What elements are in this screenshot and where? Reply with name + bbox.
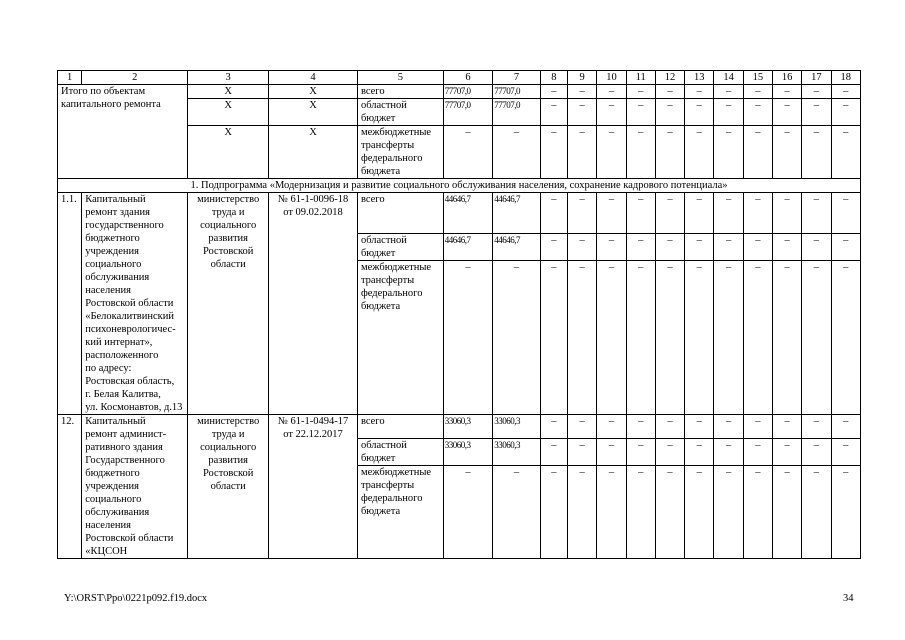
dash-cell: – <box>626 439 655 466</box>
value-col7: 33060,3 <box>493 415 540 439</box>
value-col6: – <box>443 466 492 559</box>
dash-cell: – <box>685 193 714 234</box>
dash-cell: – <box>772 415 801 439</box>
budget-table <box>57 70 861 559</box>
header-cell: 15 <box>743 71 772 85</box>
col4-cell: Х <box>269 99 358 126</box>
col3-cell: Х <box>188 99 269 126</box>
funding-type: областной бюджет <box>357 439 443 466</box>
funding-type: областной бюджет <box>357 233 443 260</box>
dash-cell: – <box>655 233 684 260</box>
funding-type: областной бюджет <box>357 99 443 126</box>
header-cell: 9 <box>568 71 597 85</box>
dash-cell: – <box>802 85 831 99</box>
dash-cell: – <box>831 466 860 559</box>
dash-cell: – <box>540 99 567 126</box>
col3-cell: Х <box>188 126 269 179</box>
dash-cell: – <box>743 193 772 234</box>
dash-cell: – <box>802 415 831 439</box>
value-col6: 44646,7 <box>443 193 492 234</box>
subprogram-title: 1. Подпрограмма «Модернизация и развитие социального обслуживания населения, сохранение кадрового потенциала» <box>58 179 861 193</box>
header-cell: 1 <box>58 71 82 85</box>
dash-cell: – <box>597 260 626 414</box>
dash-cell: – <box>597 466 626 559</box>
item-document: № 61-1-0096-18 от 09.02.2018 <box>269 193 358 415</box>
dash-cell: – <box>802 126 831 179</box>
dash-cell: – <box>714 233 743 260</box>
dash-cell: – <box>597 193 626 234</box>
dash-cell: – <box>626 233 655 260</box>
dash-cell: – <box>714 193 743 234</box>
dash-cell: – <box>772 99 801 126</box>
item-number: 1.1. <box>58 193 82 415</box>
dash-cell: – <box>568 439 597 466</box>
dash-cell: – <box>714 260 743 414</box>
funding-type: всего <box>357 415 443 439</box>
dash-cell: – <box>831 260 860 414</box>
value-col6: 33060,3 <box>443 415 492 439</box>
dash-cell: – <box>743 99 772 126</box>
header-cell: 10 <box>597 71 626 85</box>
value-col7: 44646,7 <box>493 233 540 260</box>
dash-cell: – <box>831 415 860 439</box>
dash-cell: – <box>540 85 567 99</box>
dash-cell: – <box>655 415 684 439</box>
header-cell: 6 <box>443 71 492 85</box>
dash-cell: – <box>802 260 831 414</box>
col4-cell: Х <box>269 126 358 179</box>
funding-type: межбюджетные трансферты федерального бюджета <box>357 126 443 179</box>
funding-type: всего <box>357 193 443 234</box>
table-row <box>58 193 861 234</box>
dash-cell: – <box>568 126 597 179</box>
dash-cell: – <box>568 99 597 126</box>
header-cell: 13 <box>685 71 714 85</box>
dash-cell: – <box>685 466 714 559</box>
item-organization: министерство труда и социального развития Ростовской области <box>188 415 269 559</box>
value-col7: – <box>493 126 540 179</box>
value-col6: 44646,7 <box>443 233 492 260</box>
funding-type: межбюджетные трансферты федерального бюджета <box>357 260 443 414</box>
dash-cell: – <box>568 85 597 99</box>
dash-cell: – <box>685 415 714 439</box>
dash-cell: – <box>540 126 567 179</box>
dash-cell: – <box>568 466 597 559</box>
dash-cell: – <box>831 99 860 126</box>
dash-cell: – <box>597 85 626 99</box>
value-col6: – <box>443 126 492 179</box>
value-col6: 77707,0 <box>443 99 492 126</box>
header-cell: 8 <box>540 71 567 85</box>
dash-cell: – <box>714 126 743 179</box>
dash-cell: – <box>597 99 626 126</box>
dash-cell: – <box>626 466 655 559</box>
dash-cell: – <box>655 439 684 466</box>
header-cell: 18 <box>831 71 860 85</box>
dash-cell: – <box>831 193 860 234</box>
dash-cell: – <box>772 126 801 179</box>
value-col6: 33060,3 <box>443 439 492 466</box>
dash-cell: – <box>772 466 801 559</box>
value-col7: 77707,0 <box>493 85 540 99</box>
dash-cell: – <box>714 415 743 439</box>
dash-cell: – <box>802 233 831 260</box>
header-cell: 11 <box>626 71 655 85</box>
header-cell: 4 <box>269 71 358 85</box>
item-number: 12. <box>58 415 82 559</box>
header-cell: 16 <box>772 71 801 85</box>
dash-cell: – <box>685 439 714 466</box>
dash-cell: – <box>568 193 597 234</box>
dash-cell: – <box>831 85 860 99</box>
header-cell: 3 <box>188 71 269 85</box>
dash-cell: – <box>831 439 860 466</box>
dash-cell: – <box>685 99 714 126</box>
dash-cell: – <box>685 126 714 179</box>
dash-cell: – <box>743 415 772 439</box>
dash-cell: – <box>714 85 743 99</box>
header-cell: 5 <box>357 71 443 85</box>
header-cell: 12 <box>655 71 684 85</box>
dash-cell: – <box>743 85 772 99</box>
dash-cell: – <box>655 99 684 126</box>
dash-cell: – <box>540 466 567 559</box>
dash-cell: – <box>802 466 831 559</box>
dash-cell: – <box>626 193 655 234</box>
dash-cell: – <box>568 233 597 260</box>
dash-cell: – <box>655 126 684 179</box>
item-document: № 61-1-0494-17 от 22.12.2017 <box>269 415 358 559</box>
dash-cell: – <box>714 99 743 126</box>
col3-cell: Х <box>188 85 269 99</box>
header-cell: 14 <box>714 71 743 85</box>
dash-cell: – <box>540 439 567 466</box>
value-col7: 77707,0 <box>493 99 540 126</box>
dash-cell: – <box>626 126 655 179</box>
dash-cell: – <box>743 233 772 260</box>
item-name: Капитальный ремонт здания государственного бюджетного учреждения социального обслуживания населения Ростовской области «Белокалитвинский психоневрологичес- кий интернат», расположенного по адресу: Ростовская область, г. Белая Калитва, ул. Космонавтов, д.13 <box>82 193 188 415</box>
dash-cell: – <box>626 260 655 414</box>
total-label: Итого по объектам капитального ремонта <box>58 85 188 179</box>
dash-cell: – <box>772 193 801 234</box>
dash-cell: – <box>597 126 626 179</box>
dash-cell: – <box>714 439 743 466</box>
dash-cell: – <box>597 439 626 466</box>
funding-type: всего <box>357 85 443 99</box>
table-row <box>58 415 861 439</box>
value-col7: – <box>493 466 540 559</box>
subprogram-row <box>58 179 861 193</box>
dash-cell: – <box>626 85 655 99</box>
dash-cell: – <box>772 260 801 414</box>
dash-cell: – <box>597 233 626 260</box>
dash-cell: – <box>655 85 684 99</box>
dash-cell: – <box>685 260 714 414</box>
header-row <box>58 71 861 85</box>
funding-type: межбюджетные трансферты федерального бюджета <box>357 466 443 559</box>
dash-cell: – <box>743 126 772 179</box>
dash-cell: – <box>714 466 743 559</box>
dash-cell: – <box>540 193 567 234</box>
col4-cell: Х <box>269 85 358 99</box>
dash-cell: – <box>772 233 801 260</box>
item-name: Капитальный ремонт админист- ративного здания Государственного бюджетного учреждения социального обслуживания населения Ростовской области «КЦСОН <box>82 415 188 559</box>
dash-cell: – <box>802 99 831 126</box>
dash-cell: – <box>540 415 567 439</box>
header-cell: 17 <box>802 71 831 85</box>
value-col7: – <box>493 260 540 414</box>
dash-cell: – <box>626 415 655 439</box>
page-number: 34 <box>843 593 854 604</box>
table-row <box>58 85 861 99</box>
dash-cell: – <box>743 466 772 559</box>
dash-cell: – <box>743 260 772 414</box>
dash-cell: – <box>802 193 831 234</box>
dash-cell: – <box>568 415 597 439</box>
dash-cell: – <box>655 193 684 234</box>
dash-cell: – <box>685 233 714 260</box>
value-col6: – <box>443 260 492 414</box>
dash-cell: – <box>540 260 567 414</box>
value-col6: 77707,0 <box>443 85 492 99</box>
value-col7: 33060,3 <box>493 439 540 466</box>
dash-cell: – <box>568 260 597 414</box>
header-cell: 7 <box>493 71 540 85</box>
dash-cell: – <box>655 466 684 559</box>
dash-cell: – <box>772 85 801 99</box>
dash-cell: – <box>597 415 626 439</box>
dash-cell: – <box>831 126 860 179</box>
dash-cell: – <box>540 233 567 260</box>
dash-cell: – <box>685 85 714 99</box>
dash-cell: – <box>831 233 860 260</box>
dash-cell: – <box>802 439 831 466</box>
value-col7: 44646,7 <box>493 193 540 234</box>
file-path: Y:\ORST\Ppo\0221p092.f19.docx <box>64 593 208 604</box>
dash-cell: – <box>772 439 801 466</box>
dash-cell: – <box>626 99 655 126</box>
header-cell: 2 <box>82 71 188 85</box>
dash-cell: – <box>743 439 772 466</box>
item-organization: министерство труда и социального развития Ростовской области <box>188 193 269 415</box>
dash-cell: – <box>655 260 684 414</box>
